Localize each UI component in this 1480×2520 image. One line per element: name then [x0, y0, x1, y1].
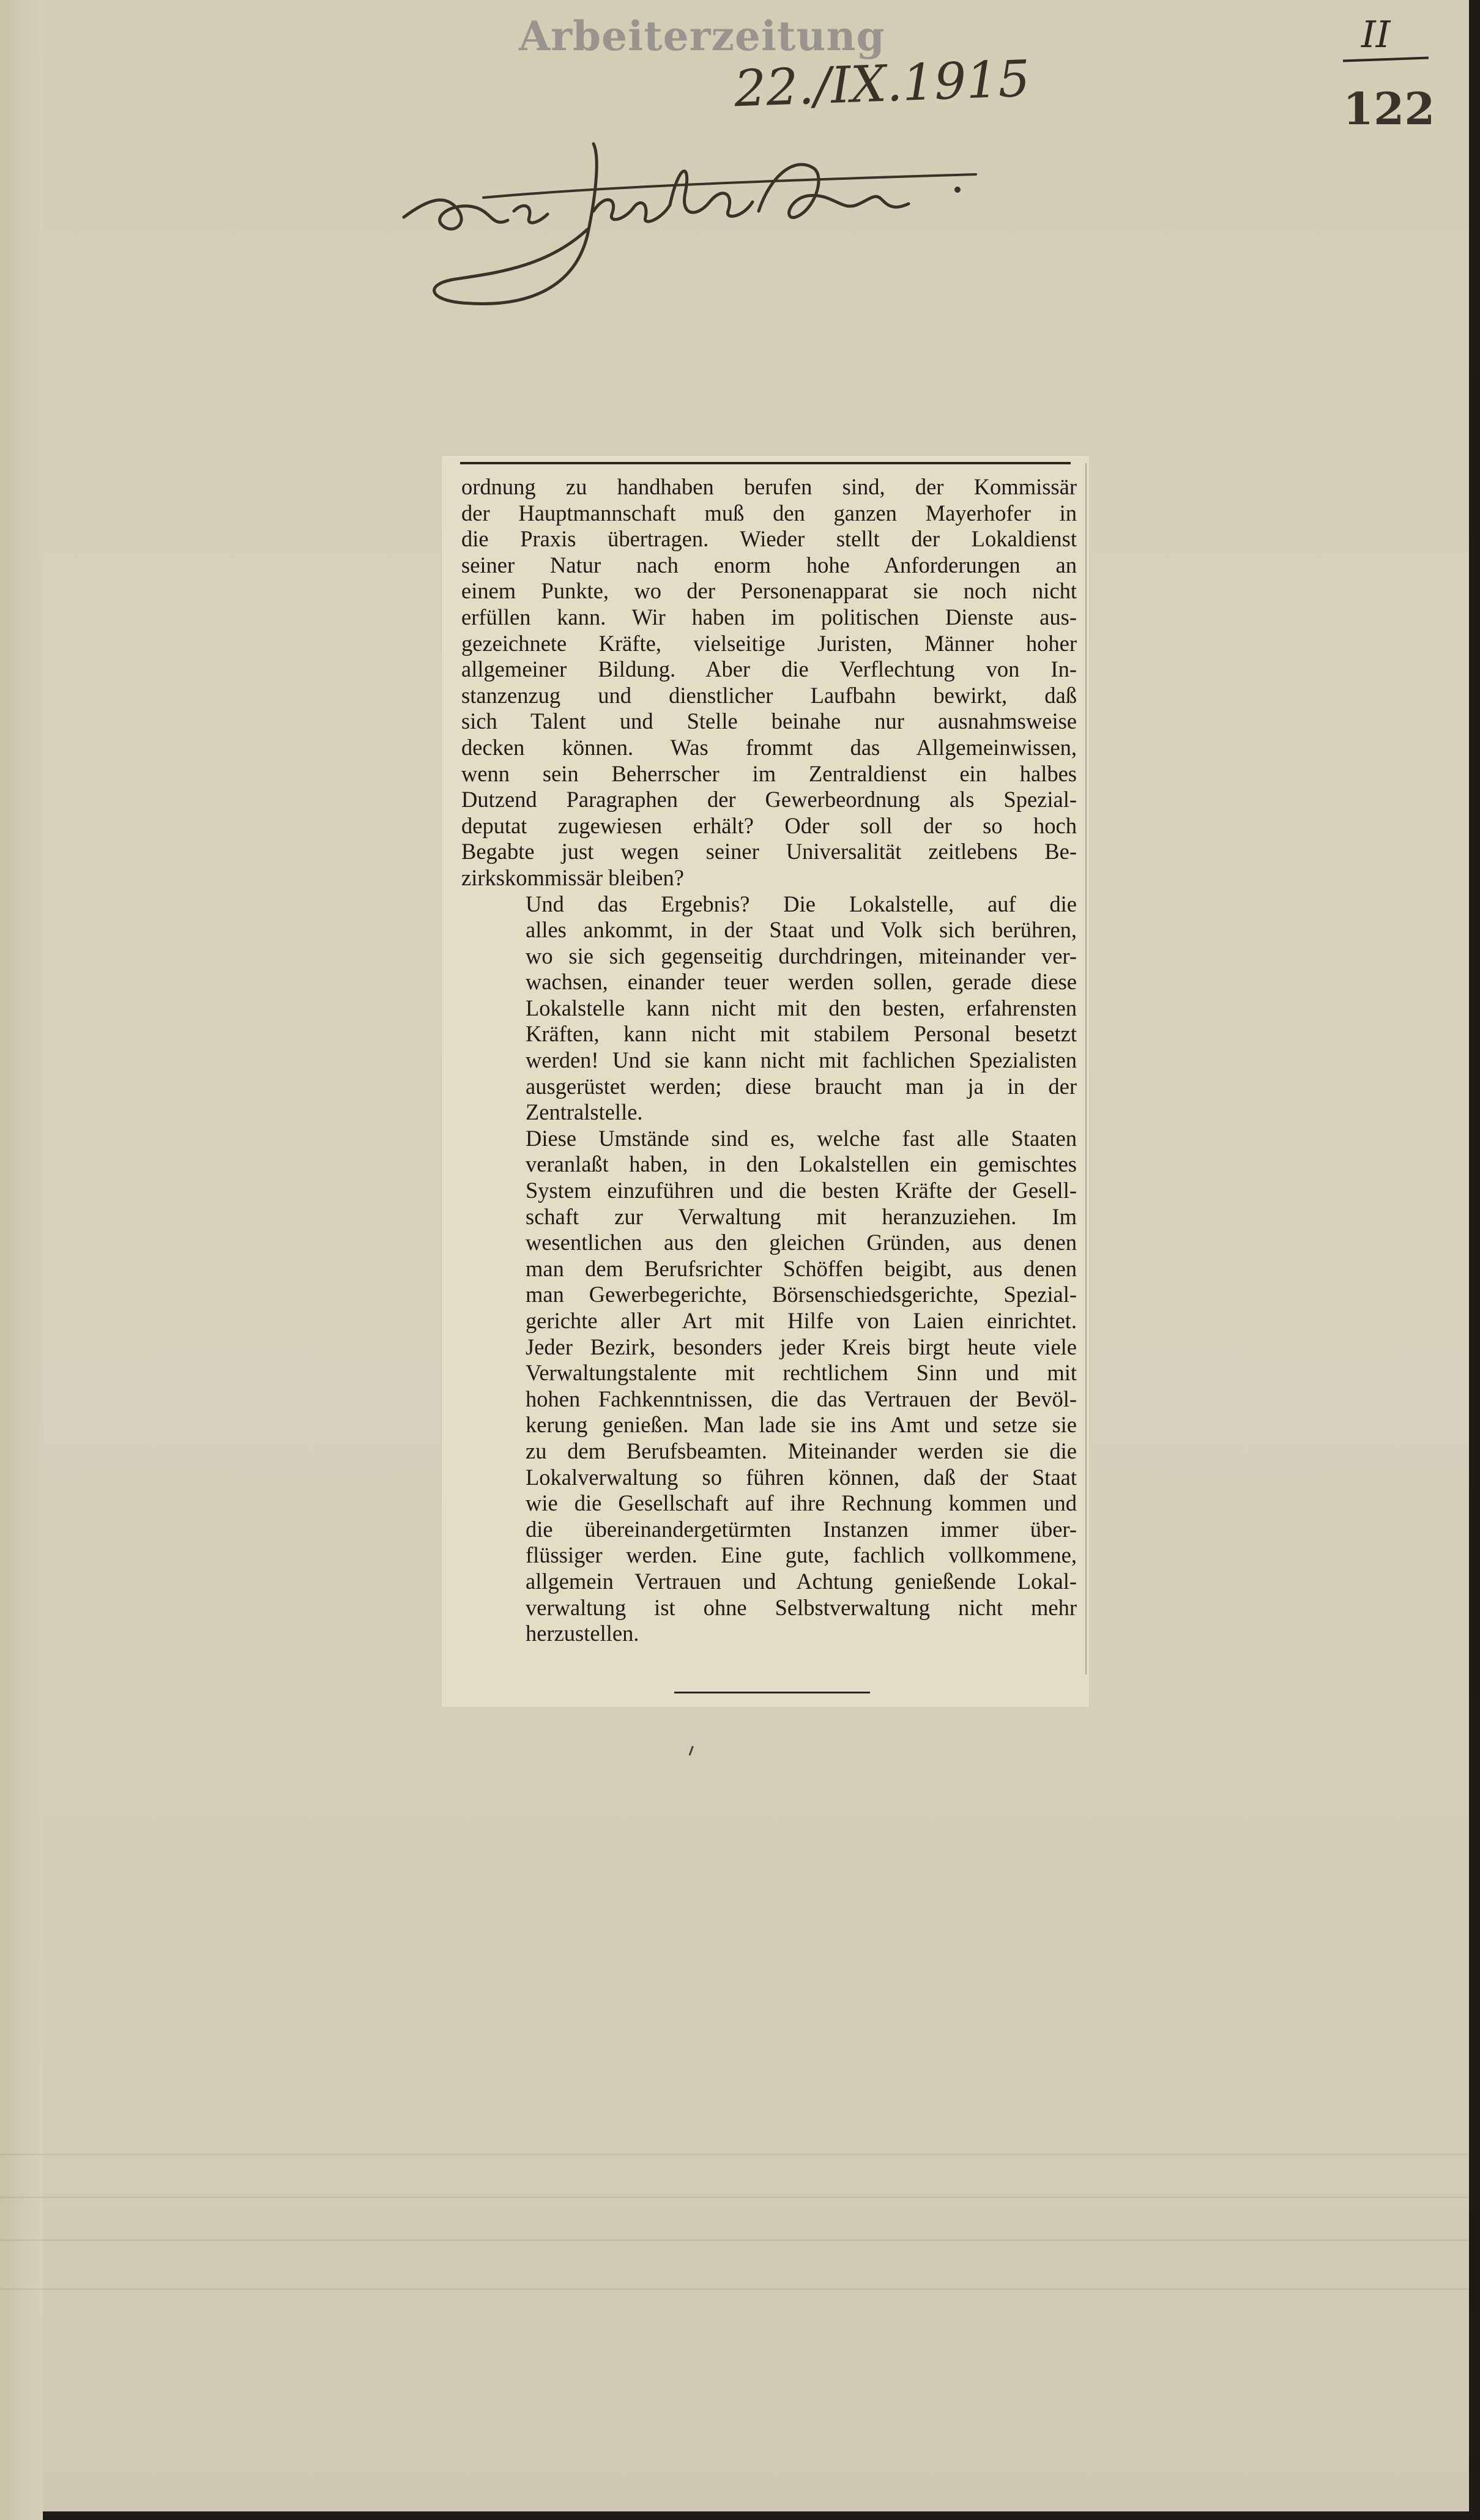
text-line: seiner Natur nach enorm hohe Anforderungen an — [461, 552, 1077, 578]
article-paragraph — [461, 1126, 1077, 1647]
underline-rule — [1343, 57, 1429, 62]
text-line: wenn sein Beherrscher im Zentraldienst ein halbes — [461, 760, 1077, 786]
text-line: Diese Umstände sind es, welche fast alle Staaten — [526, 1125, 1077, 1151]
text-line: System einzuführen und die besten Kräfte der Gesell- — [526, 1178, 1077, 1203]
paper-fold — [0, 2196, 1468, 2198]
text-line: einem Punkte, wo der Personenapparat sie noch nicht — [461, 578, 1077, 604]
pencil-mark — [689, 1746, 699, 1758]
text-line: hohen Fachkenntnissen, die das Vertrauen der Bevöl- — [526, 1386, 1077, 1411]
text-line: sich Talent und Stelle beinahe nur ausnahmsweise — [461, 708, 1077, 734]
text-line: die Praxis übertragen. Wieder stellt der Lokaldienst — [461, 526, 1077, 552]
article-paragraph — [461, 474, 1077, 891]
column-rule — [1085, 463, 1087, 1674]
handwritten-signature — [392, 119, 985, 315]
text-line: allgemeiner Bildung. Aber die Verflechtung von In- — [461, 656, 1077, 682]
paper-fold — [0, 2288, 1468, 2290]
handwritten-date: 22./IX.1915 — [733, 50, 1032, 119]
text-line: ordnung zu handhaben berufen sind, der Kommissär — [461, 474, 1077, 499]
text-line: flüssiger werden. Eine gute, fachlich vollkommene, — [526, 1542, 1077, 1568]
text-line: alles ankommt, in der Staat und Volk sich berühren, — [526, 917, 1077, 943]
page-number: 122 — [1343, 83, 1435, 135]
text-line: der Hauptmannschaft muß den ganzen Mayerhofer in — [461, 500, 1077, 526]
text-line: Verwaltungstalente mit rechtlichem Sinn und mit — [526, 1360, 1077, 1386]
text-line: zirkskommissär bleiben? — [461, 864, 684, 890]
text-line: verwaltung ist ohne Selbstverwaltung nicht mehr — [526, 1594, 1077, 1620]
text-line: Dutzend Paragraphen der Gewerbeordnung als Spezial- — [461, 787, 1077, 812]
text-line: ausgerüstet werden; diese braucht man ja in der — [526, 1073, 1077, 1099]
clipping-top-rule — [460, 462, 1071, 464]
text-line: Lokalstelle kann nicht mit den besten, erfahrensten — [526, 995, 1077, 1020]
newspaper-clipping — [442, 456, 1089, 1707]
text-line: deputat zugewiesen erhält? Oder soll der so hoch — [461, 812, 1077, 838]
text-line: die übereinandergetürmten Instanzen immer über- — [526, 1516, 1077, 1542]
text-line: decken können. Was frommt das Allgemeinwissen, — [461, 734, 1077, 760]
text-line: Begabte just wegen seiner Universalität zeitlebens Be- — [461, 839, 1077, 864]
text-line: Kräften, kann nicht mit stabilem Personal besetzt — [526, 1021, 1077, 1047]
article-paragraph — [461, 891, 1077, 1126]
text-line: herzustellen. — [526, 1621, 639, 1646]
text-line: schaft zur Verwaltung mit heranzuziehen. Im — [526, 1203, 1077, 1229]
text-line: stanzenzug und dienstlicher Laufbahn bewirkt, daß — [461, 682, 1077, 708]
paper-fold — [0, 2154, 1468, 2155]
text-line: wie die Gesellschaft auf ihre Rechnung kommen und — [526, 1490, 1077, 1516]
text-line: kerung genießen. Man lade sie ins Amt und setze sie — [526, 1412, 1077, 1438]
text-line: wachsen, einander teuer werden sollen, gerade diese — [526, 969, 1077, 995]
end-rule — [674, 1692, 870, 1693]
text-line: erfüllen kann. Wir haben im politischen Dienste aus- — [461, 604, 1077, 630]
newspaper-stamp: Arbeiterzeitung — [519, 12, 885, 60]
text-line: Jeder Bezirk, besonders jeder Kreis birgt heute viele — [526, 1334, 1077, 1359]
text-line: Und das Ergebnis? Die Lokalstelle, auf die — [526, 891, 1077, 916]
text-line: werden! Und sie kann nicht mit fachlichen Spezialisten — [526, 1047, 1077, 1073]
text-line: Zentralstelle. — [526, 1099, 643, 1125]
clipping-body — [461, 474, 1077, 1647]
text-line: zu dem Berufsbeamten. Miteinander werden sie die — [526, 1438, 1077, 1463]
text-line: Lokalverwaltung so führen können, daß der Staat — [526, 1464, 1077, 1490]
paper-edge — [0, 0, 43, 2520]
text-line: allgemein Vertrauen und Achtung genießende Lokal- — [526, 1568, 1077, 1594]
paper-fold — [0, 2239, 1468, 2241]
roman-numeral: II — [1361, 13, 1391, 56]
text-line: man dem Berufsrichter Schöffen beigibt, aus denen — [526, 1255, 1077, 1281]
text-line: wesentlichen aus den gleichen Gründen, aus denen — [526, 1230, 1077, 1255]
text-line: wo sie sich gegenseitig durchdringen, miteinander ver- — [526, 943, 1077, 968]
text-line: veranlaßt haben, in den Lokalstellen ein gemischtes — [526, 1151, 1077, 1177]
text-line: gezeichnete Kräfte, vielseitige Juristen, Männer hoher — [461, 630, 1077, 656]
text-line: gerichte aller Art mit Hilfe von Laien einrichtet. — [526, 1308, 1077, 1333]
text-line: man Gewerbegerichte, Börsenschiedsgerichte, Spezial- — [526, 1282, 1077, 1307]
